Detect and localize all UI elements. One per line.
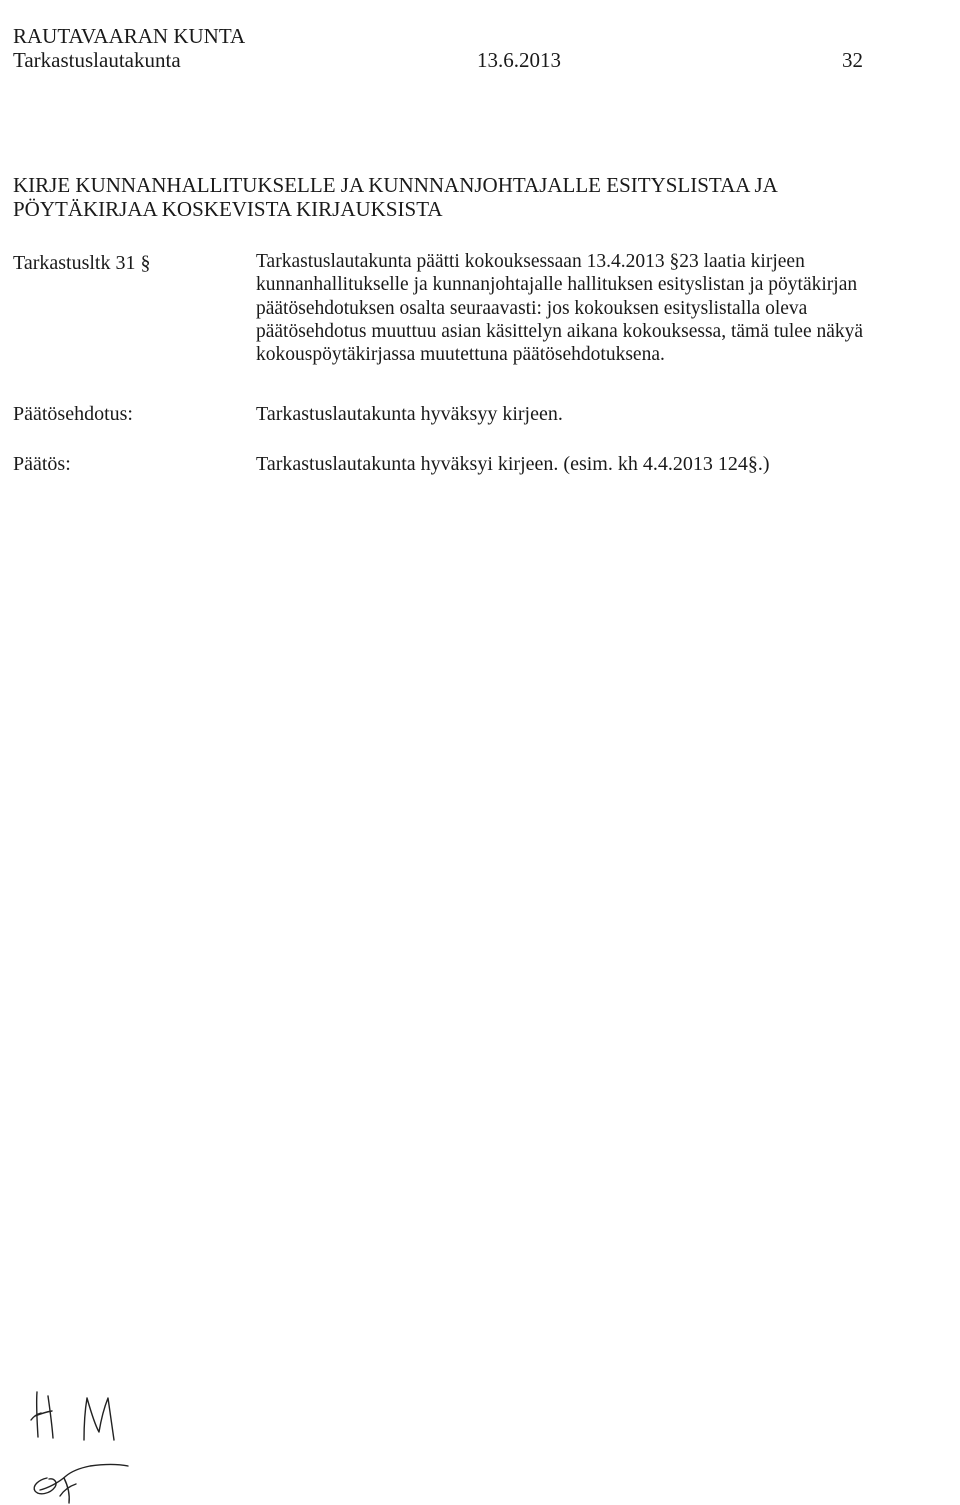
- item-label: Tarkastusltk 31 §: [13, 252, 151, 274]
- proposal-label: Päätösehdotus:: [13, 403, 133, 425]
- item-body: [256, 250, 946, 366]
- organization-name: RAUTAVAARAN KUNTA: [13, 24, 246, 48]
- item-body-line: kokouspöytäkirjassa muutettuna päätösehdotuksena.: [256, 344, 665, 366]
- section-title-line-1: KIRJE KUNNANHALLITUKSELLE JA KUNNNANJOHTAJALLE ESITYSLISTAA JA: [13, 173, 778, 197]
- item-body-line: Tarkastuslautakunta päätti kokouksessaan 13.4.2013 §23 laatia kirjeen: [256, 251, 805, 272]
- item-body-line: päätösehdotuksen osalta seuraavasti: jos kokouksen esityslistalla oleva: [256, 297, 808, 319]
- section-title-line-2: PÖYTÄKIRJAA KOSKEVISTA KIRJAUKSISTA: [13, 197, 443, 221]
- item-body-line: kunnanhallitukselle ja kunnanjohtajalle hallituksen esityslistan ja pöytäkirjan: [256, 274, 858, 296]
- decision-text: Tarkastuslautakunta hyväksyi kirjeen. (esim. kh 4.4.2013 124§.): [256, 453, 770, 475]
- page-number: 32: [842, 48, 863, 72]
- item-body-line: päätösehdotus muuttuu asian käsittelyn aikana kokouksessa, tämä tulee näkyä: [256, 320, 864, 342]
- proposal-text: Tarkastuslautakunta hyväksyy kirjeen.: [256, 403, 563, 425]
- decision-label: Päätös:: [13, 453, 71, 475]
- board-name: Tarkastuslautakunta: [13, 48, 181, 72]
- meeting-date: 13.6.2013: [477, 48, 561, 72]
